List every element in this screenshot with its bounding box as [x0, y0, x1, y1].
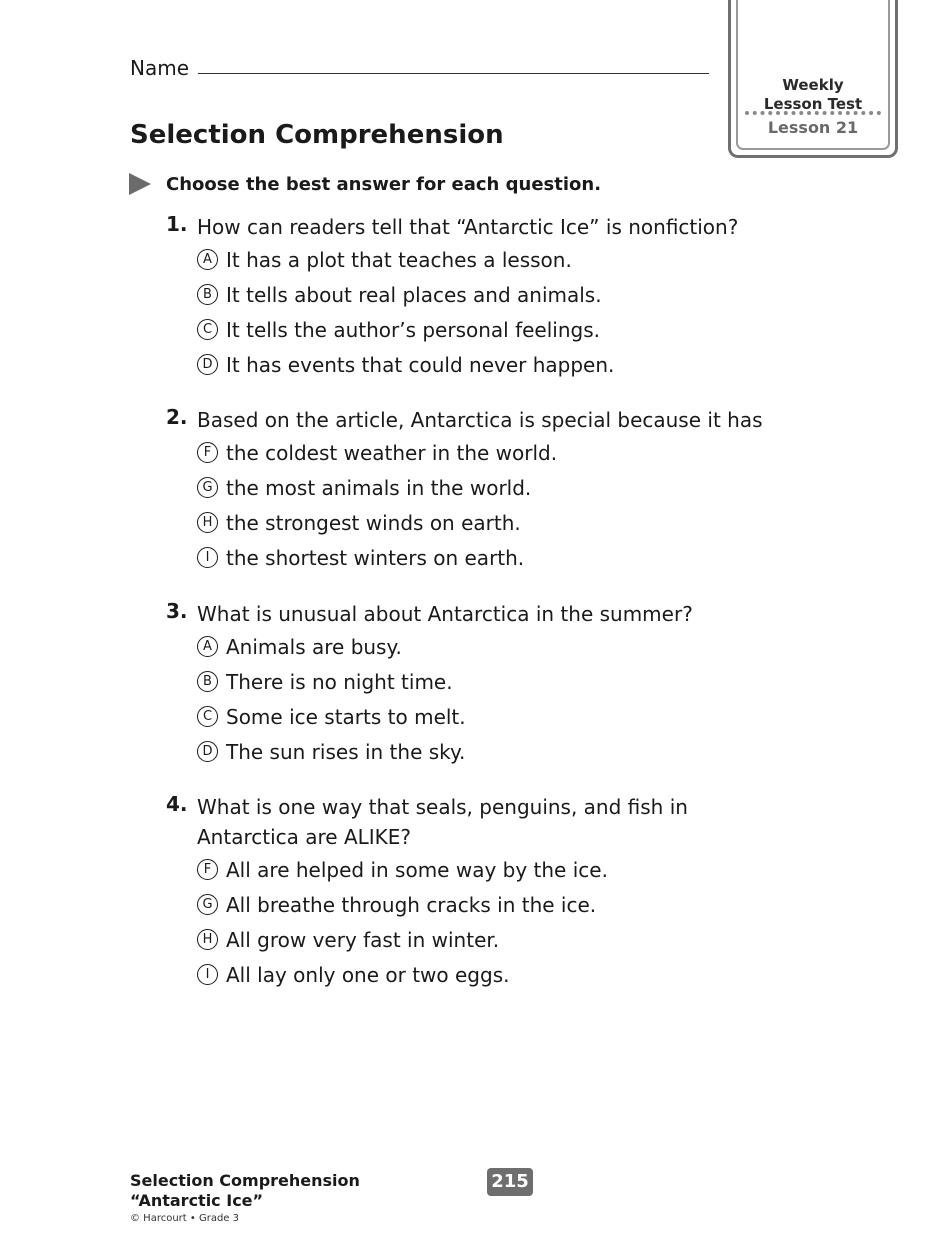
answer-bubble[interactable]: D	[197, 354, 218, 375]
choice-4f[interactable]	[197, 852, 786, 887]
choice-text: It has a plot that teaches a lesson.	[226, 247, 572, 272]
badge-title	[731, 76, 895, 114]
question-text: What is unusual about Antarctica in the summer?	[197, 602, 693, 626]
badge-line-weekly: Weekly	[782, 76, 844, 94]
choice-3b[interactable]	[197, 664, 806, 699]
question-number: 3.	[166, 599, 188, 623]
choice-2h[interactable]	[197, 505, 806, 540]
choice-1c[interactable]	[197, 312, 806, 347]
choice-text: the coldest weather in the world.	[226, 440, 558, 465]
answer-bubble[interactable]: G	[197, 477, 218, 498]
badge-lesson-number: Lesson 21	[767, 118, 859, 137]
arrow-icon	[129, 173, 151, 195]
footer-title	[130, 1171, 360, 1211]
answer-bubble[interactable]: B	[197, 284, 218, 305]
choice-2i[interactable]	[197, 540, 806, 575]
question-4	[166, 792, 786, 992]
choice-text: It tells the author’s personal feelings.	[226, 317, 600, 342]
instructions: Choose the best answer for each question.	[166, 174, 602, 195]
question-3	[166, 599, 806, 769]
choice-text: Animals are busy.	[226, 634, 402, 659]
choice-text: All are helped in some way by the ice.	[226, 857, 608, 882]
footer-section-name: Selection Comprehension	[130, 1171, 360, 1190]
choice-text: the strongest winds on earth.	[226, 510, 521, 535]
page-title: Selection Comprehension	[130, 120, 504, 150]
answer-bubble[interactable]: C	[197, 319, 218, 340]
choice-2f[interactable]	[197, 435, 806, 470]
answer-bubble[interactable]: F	[197, 442, 218, 463]
badge-line-lesson-test: Lesson Test	[763, 95, 863, 113]
choice-2g[interactable]	[197, 470, 806, 505]
choice-4i[interactable]	[197, 957, 786, 992]
question-number: 2.	[166, 405, 188, 429]
page-number: 215	[487, 1168, 533, 1196]
choice-text: Some ice starts to melt.	[226, 704, 466, 729]
name-label: Name	[130, 56, 190, 80]
answer-bubble[interactable]: C	[197, 706, 218, 727]
choice-4h[interactable]	[197, 922, 786, 957]
answer-bubble[interactable]: G	[197, 894, 218, 915]
answer-bubble[interactable]: D	[197, 741, 218, 762]
question-text: Based on the article, Antarctica is special because it has	[197, 408, 763, 432]
answer-bubble[interactable]: F	[197, 859, 218, 880]
choice-text: the shortest winters on earth.	[226, 545, 525, 570]
copyright: © Harcourt • Grade 3	[130, 1213, 239, 1224]
choice-text: All lay only one or two eggs.	[226, 962, 510, 987]
weekly-lesson-test-badge	[728, 0, 898, 158]
choice-text: There is no night time.	[226, 669, 453, 694]
answer-bubble[interactable]: I	[197, 547, 218, 568]
answer-bubble[interactable]: I	[197, 964, 218, 985]
choice-text: the most animals in the world.	[226, 475, 532, 500]
choice-text: All breathe through cracks in the ice.	[226, 892, 597, 917]
answer-bubble[interactable]: H	[197, 512, 218, 533]
choice-text: It tells about real places and animals.	[226, 282, 602, 307]
name-field-line[interactable]	[198, 73, 709, 74]
choice-1a[interactable]	[197, 242, 806, 277]
answer-bubble[interactable]: B	[197, 671, 218, 692]
question-2	[166, 405, 806, 575]
answer-bubble[interactable]: A	[197, 249, 218, 270]
footer-selection-name: “Antarctic Ice”	[130, 1191, 264, 1210]
choice-1b[interactable]	[197, 277, 806, 312]
answer-bubble[interactable]: H	[197, 929, 218, 950]
badge-dotted-divider	[745, 111, 881, 115]
choice-3d[interactable]	[197, 734, 806, 769]
choice-4g[interactable]	[197, 887, 786, 922]
choice-3a[interactable]	[197, 629, 806, 664]
choice-text: It has events that could never happen.	[226, 352, 615, 377]
choice-3c[interactable]	[197, 699, 806, 734]
choice-1d[interactable]	[197, 347, 806, 382]
question-number: 4.	[166, 792, 188, 816]
question-1	[166, 212, 806, 382]
question-text: How can readers tell that “Antarctic Ice” is nonfiction?	[197, 215, 739, 239]
choice-text: The sun rises in the sky.	[226, 739, 466, 764]
choice-text: All grow very fast in winter.	[226, 927, 500, 952]
question-text: What is one way that seals, penguins, and fish in Antarctica are ALIKE?	[197, 795, 688, 849]
answer-bubble[interactable]: A	[197, 636, 218, 657]
question-number: 1.	[166, 212, 188, 236]
